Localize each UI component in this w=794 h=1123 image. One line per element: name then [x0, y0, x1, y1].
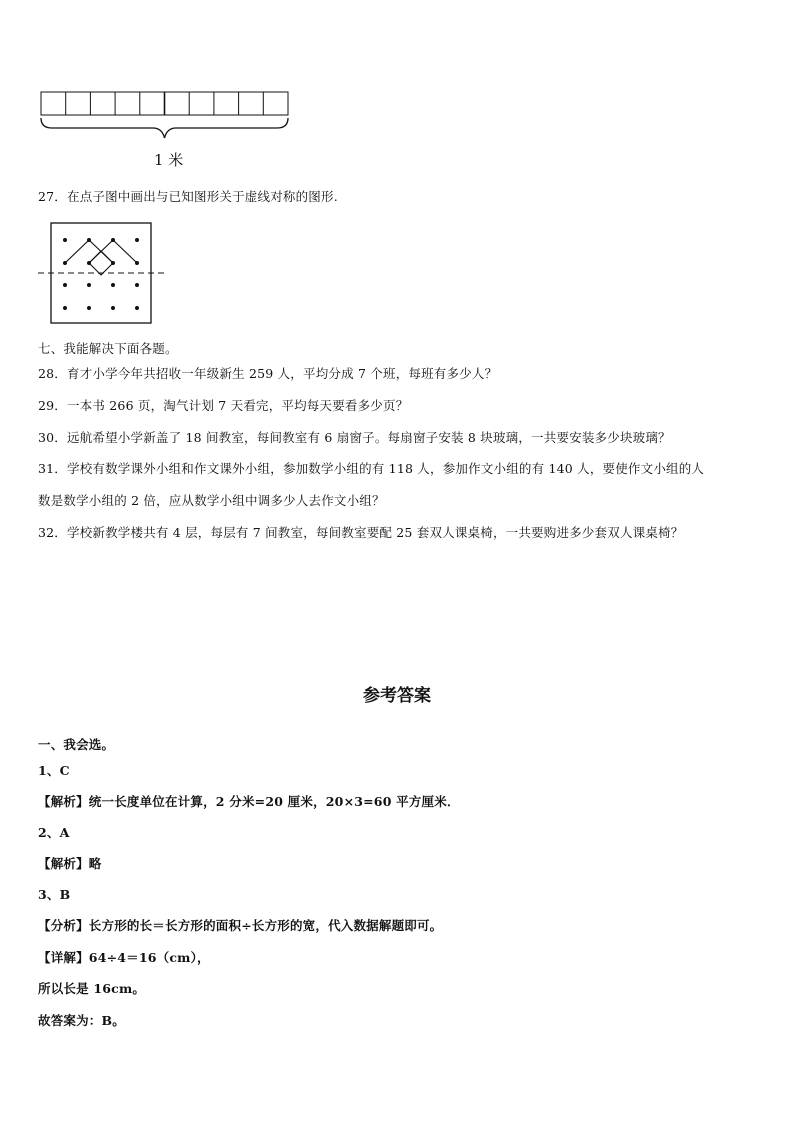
question-31-line-2: 数是数学小组的 2 倍，应从数学小组中调多少人去作文小组？: [38, 493, 385, 508]
answer-2: 2、A: [38, 825, 70, 840]
question-32: 32．学校新教学楼共有 4 层，每层有 7 间教室，每间教室要配 25 套双人课桌椅，一共要购进多少套双人课桌椅？: [38, 525, 684, 540]
answer-3-final: 故答案为：B。: [38, 1013, 125, 1028]
question-29: 29．一本书 266 页，淘气计划 7 天看完，平均每天要看多少页？: [38, 398, 409, 413]
answer-1: 1、C: [38, 763, 70, 778]
ruler-cells: [41, 92, 288, 115]
question-27: 27．在点子图中画出与已知图形关于虚线对称的图形.: [38, 189, 338, 204]
answer-1-explanation: 【解析】统一长度单位在计算，2 分米=20 厘米，20×3=60 平方厘米．: [38, 794, 460, 809]
grid-dots: [63, 238, 139, 310]
answer-3-analysis: 【分析】长方形的长＝长方形的面积÷长方形的宽，代入数据解题即可。: [38, 918, 443, 933]
ruler-diagram: [40, 91, 292, 143]
question-31-line-1: 31．学校有数学课外小组和作文课外小组，参加数学小组的有 118 人，参加作文小组的有 140 人，要使作文小组的人: [38, 461, 705, 476]
answer-3: 3、B: [38, 887, 71, 902]
answer-3-detail: 【详解】64÷4＝16（cm），: [38, 950, 210, 965]
brace-icon: [41, 118, 288, 138]
shape-outline: [65, 240, 137, 275]
dot-grid-diagram: [35, 222, 170, 324]
answer-2-explanation: 【解析】略: [38, 856, 102, 871]
answer-3-conclusion: 所以长是 16cm。: [38, 981, 146, 996]
answer-section-title: 参考答案: [363, 686, 431, 706]
answer-section-heading: 一、我会选。: [38, 737, 115, 752]
ruler-length-label: 1 米: [154, 151, 184, 169]
question-28: 28．育才小学今年共招收一年级新生 259 人，平均分成 7 个班，每班有多少人？: [38, 366, 498, 381]
question-30: 30．远航希望小学新盖了 18 间教室，每间教室有 6 扇窗子。每扇窗子安装 8 块玻璃，一共要安装多少块玻璃？: [38, 430, 671, 445]
section-7-heading: 七、我能解决下面各题。: [38, 341, 178, 356]
